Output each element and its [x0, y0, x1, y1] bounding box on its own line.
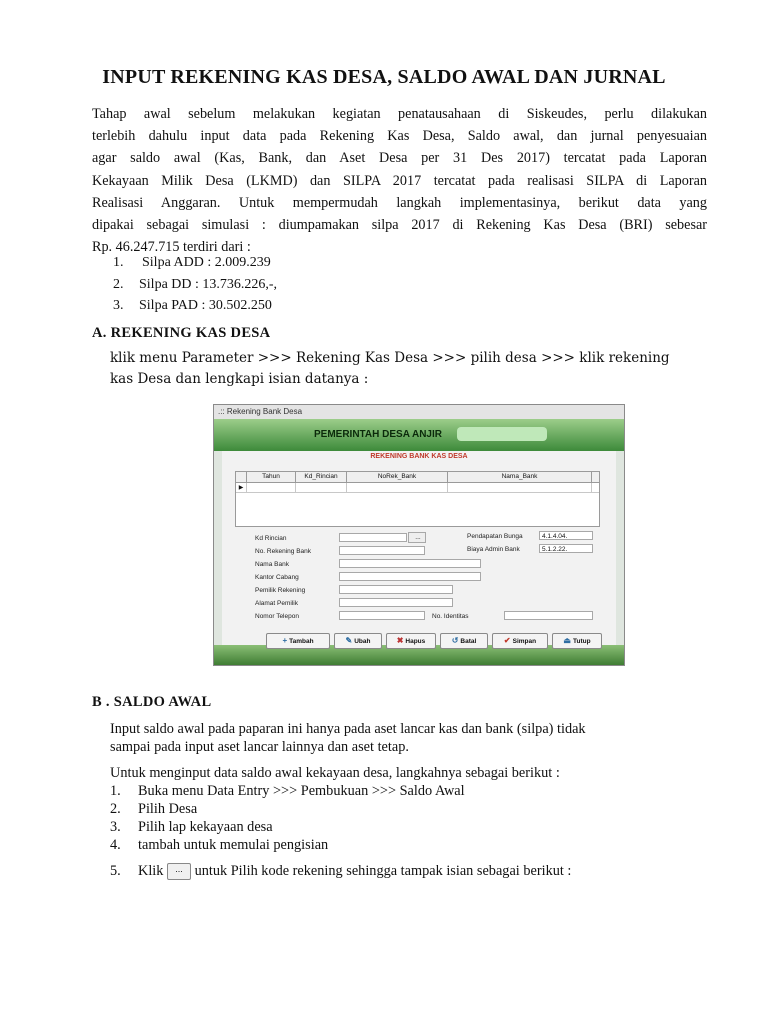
label-alamat-pemilik: Alamat Pemilik [255, 600, 298, 607]
form-body [222, 451, 616, 661]
list-item: 2. Silpa DD : 13.736.226,-, [113, 276, 278, 292]
label-no-rekening: No. Rekening Bank [255, 548, 312, 555]
intro-line: terlebih dahulu input data pada Rekening Kas Desa, Saldo awal, dan jurnal penyesuaian [92, 128, 707, 145]
add-icon: + [282, 636, 288, 645]
document-title: INPUT REKENING KAS DESA, SALDO AWAL DAN JURNAL [102, 66, 666, 88]
edit-icon: ✎ [345, 636, 353, 645]
list-item: 1. Buka menu Data Entry >>> Pembukuan >>> Saldo Awal [110, 783, 465, 799]
section-b-text: Input saldo awal pada paparan ini hanya pada aset lancar kas dan bank (silpa) tidak sampai pada input aset lancar lainnya dan aset tetap. [110, 721, 586, 755]
column-header[interactable]: NoRek_Bank [347, 472, 448, 482]
silpa-list [113, 255, 277, 320]
window-title: .:: Rekening Bank Desa [214, 405, 624, 419]
batal-button[interactable]: ↺ Batal [440, 633, 488, 649]
section-a-text: klik menu Parameter >>> Rekening Kas Desa >>> pilih desa >>> klik rekening kas Desa dan lengkapi isian datanya : [110, 350, 670, 387]
data-grid[interactable] [235, 471, 600, 527]
intro-line: agar saldo awal (Kas, Bank, dan Aset Desa per 31 Des 2017) tercatat pada Laporan [92, 150, 707, 167]
label-nomor-telepon: Nomor Telepon [255, 613, 299, 620]
steps-intro: Untuk menginput data saldo awal kekayaan desa, langkahnya sebagai berikut : [110, 765, 560, 781]
list-item: 3. Pilih lap kekayaan desa [110, 819, 273, 835]
biaya-admin-input[interactable]: 5.1.2.22. [539, 544, 593, 553]
list-item: 4. tambah untuk memulai pengisian [110, 837, 329, 853]
pendapatan-bunga-input[interactable]: 4.1.4.04. [539, 531, 593, 540]
nomor-telepon-input[interactable] [339, 611, 425, 620]
tambah-button[interactable]: + Tambah [266, 633, 330, 649]
kd-rincian-input[interactable] [339, 533, 407, 542]
grid-header [236, 472, 599, 483]
label-nama-bank: Nama Bank [255, 561, 289, 568]
kantor-cabang-input[interactable] [339, 572, 481, 581]
simpan-button[interactable]: ✔ Simpan [492, 633, 548, 649]
no-identitas-input[interactable] [504, 611, 593, 620]
no-rekening-input[interactable] [339, 546, 425, 555]
rekening-bank-desa-window [213, 404, 625, 666]
check-icon: ✔ [503, 636, 511, 645]
column-header[interactable]: Kd_Rincian [296, 472, 347, 482]
undo-icon: ↺ [451, 636, 459, 645]
form-subtitle: REKENING BANK KAS DESA [370, 453, 468, 460]
intro-paragraph [92, 103, 707, 258]
list-item: 3. Silpa PAD : 30.502.250 [113, 298, 272, 313]
intro-line: Kekayaan Milik Desa (LKMD) dan SILPA 2017 tercatat pada realisasi SILPA di Laporan [92, 172, 707, 189]
pemilik-rekening-input[interactable] [339, 585, 453, 594]
intro-line: Tahap awal sebelum melakukan kegiatan penatausahaan di Siskeudes, perlu dilakukan [92, 106, 707, 122]
row-marker-icon: ▶ [236, 483, 247, 492]
section-b-heading: B . SALDO AWAL [92, 694, 212, 710]
steps-list [110, 782, 465, 854]
label-no-identitas: No. Identitas [432, 613, 469, 620]
delete-icon: ✖ [396, 636, 404, 645]
ellipsis-button-icon: ... [167, 863, 191, 880]
intro-line: Rp. 46.247.715 terdiri dari : [92, 239, 251, 256]
list-item: 2. Pilih Desa [110, 801, 198, 817]
label-kantor-cabang: Kantor Cabang [255, 574, 299, 581]
ubah-button[interactable]: ✎ Ubah [334, 633, 382, 649]
label-pemilik-rekening: Pemilik Rekening [255, 587, 306, 594]
hapus-button[interactable]: ✖ Hapus [386, 633, 436, 649]
intro-line: Realisasi Anggaran. Untuk mempermudah langkah implementasinya, berikut data yang [92, 194, 707, 211]
section-a-heading: A. REKENING KAS DESA [92, 325, 271, 341]
table-row[interactable] [236, 483, 599, 493]
close-icon: ⏏ [563, 636, 571, 645]
intro-line: dipakai sebagai simulasi : diumpamakan silpa 2017 di Rekening Kas Desa (BRI) sebesar [92, 217, 707, 234]
alamat-pemilik-input[interactable] [339, 598, 453, 607]
banner-title: PEMERINTAH DESA ANJIR [314, 429, 442, 440]
label-pendapatan-bunga: Pendapatan Bunga [467, 533, 523, 540]
kd-rincian-lookup-button[interactable]: ... [408, 532, 426, 543]
label-kd-rincian: Kd Rincian [255, 535, 287, 542]
nama-bank-input[interactable] [339, 559, 481, 568]
label-biaya-admin: Biaya Admin Bank [467, 546, 520, 553]
tutup-button[interactable]: ⏏ Tutup [552, 633, 602, 649]
redacted-name [457, 427, 547, 441]
list-item: 1. Silpa ADD : 2.009.239 [113, 255, 271, 270]
step-5: 5. Klik ... untuk Pilih kode rekening sehingga tampak isian sebagai berikut : [110, 863, 572, 879]
column-header[interactable]: Nama_Bank [448, 472, 592, 482]
column-header[interactable]: Tahun [247, 472, 296, 482]
